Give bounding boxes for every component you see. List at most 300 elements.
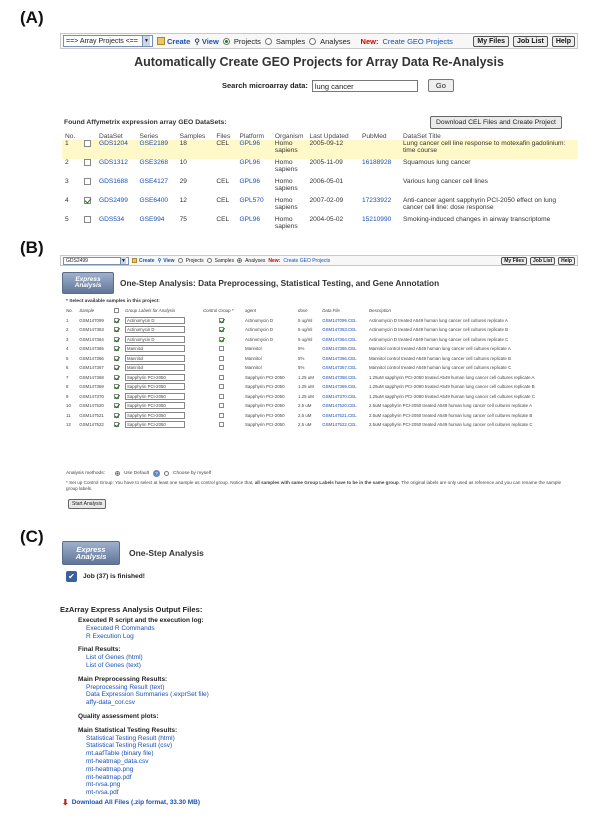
cell-no: [64, 392, 77, 402]
cell-pubmed-text[interactable]: 15210990: [361, 216, 392, 223]
cell-sel: [112, 392, 123, 402]
column-header: Sample: [79, 308, 95, 314]
output-file-link[interactable]: Statistical Testing Result (csv): [86, 742, 173, 750]
cell-no: [64, 344, 77, 354]
cell-no-text: 4: [65, 197, 69, 204]
row-checkbox[interactable]: [84, 159, 91, 166]
column-header: No.: [65, 133, 76, 140]
cell-sel: [112, 344, 123, 354]
cell-agent: [243, 382, 296, 392]
download-cel-button[interactable]: Download CEL Files and Create Project: [430, 116, 562, 129]
cell-pubmed: [359, 140, 400, 159]
cell-ds-text[interactable]: GDS2499: [98, 197, 128, 204]
table-row: [64, 363, 574, 373]
cell-dose-text: 1.25 uM: [298, 393, 314, 399]
sample-checkbox[interactable]: [114, 365, 119, 370]
cell-file-text[interactable]: GSM147366.CEL: [322, 355, 357, 361]
cell-no-text: 7: [66, 374, 69, 380]
group-label-input[interactable]: Actinomycin D: [125, 336, 185, 343]
column-header: Samples: [179, 133, 206, 140]
cell-desc-text: 2.5uM sapphyrin PCI-2050 treated A549 human lung cancer cell cultures replicate C: [368, 422, 533, 428]
cell-dose-text: 5 ug/ml: [298, 327, 313, 333]
download-all-link[interactable]: Download All Files (.zip format, 33.30 MB): [71, 799, 201, 806]
create-icon: [132, 258, 137, 263]
cell-sample: [77, 335, 112, 345]
sample-checkbox[interactable]: [114, 356, 119, 361]
cell-title-text: Anti-cancer agent sapphyrin PCI-2050 effect on lung cancer cell line: dose response: [403, 197, 557, 211]
cell-ctrl: [201, 382, 243, 392]
cell-sample: [77, 325, 112, 335]
express-analysis-logo: [62, 272, 114, 294]
cell-files-text: CEL: [216, 216, 230, 223]
binoculars-icon: ⚲: [157, 257, 162, 264]
cell-file-text[interactable]: GSM147370.CEL: [322, 393, 357, 399]
table-row: [64, 354, 574, 364]
radio-samples-b[interactable]: [207, 258, 212, 263]
table-header: [62, 133, 578, 140]
cell-file-text[interactable]: GSM147365.CEL: [322, 346, 357, 352]
row-checkbox[interactable]: [84, 197, 91, 204]
choose-label: Choose by myself: [173, 471, 212, 476]
cell-agent: [243, 335, 296, 345]
cell-ctrl: [201, 420, 243, 430]
new-label-b: New:: [268, 257, 281, 264]
sample-checkbox[interactable]: [114, 413, 119, 418]
cell-updated-text: 2007-02-09: [309, 197, 344, 204]
projects-label: Projects: [233, 36, 261, 46]
table-row: [62, 216, 578, 235]
panel-label-a: (A): [20, 8, 44, 27]
view-label: View: [201, 36, 219, 46]
title-row-b: [62, 272, 439, 294]
cell-desc: [367, 373, 574, 383]
cell-samples-text: 29: [179, 178, 187, 185]
cell-ds: [96, 216, 137, 235]
view-button-b[interactable]: [158, 258, 175, 264]
cell-desc-text: Mannitol control treated A549 human lung cancer cell cultures replicate C: [368, 365, 512, 371]
table-row: [62, 159, 578, 178]
cell-agent: [243, 325, 296, 335]
page-title-b: One-Step Analysis: Data Preprocessing, Statistical Testing, and Gene Annotation: [120, 278, 440, 288]
cell-file: [320, 344, 367, 354]
control-group-checkbox[interactable]: [219, 422, 224, 427]
cell-ds-text[interactable]: GDS1312: [98, 159, 128, 166]
cell-cb: [81, 216, 96, 235]
cell-no: [64, 325, 77, 335]
cell-ctrl: [201, 392, 243, 402]
help-button-b[interactable]: Help: [558, 257, 575, 265]
cell-series: [137, 216, 177, 235]
group-label-input[interactable]: Mannitol: [125, 355, 185, 362]
cell-agent-text: Actinomycin D: [244, 327, 274, 333]
view-button[interactable]: [194, 37, 218, 46]
output-section-heading: Main Statistical Testing Results:: [78, 726, 178, 734]
cell-no: [62, 197, 81, 216]
cell-updated: [307, 140, 359, 159]
output-section-heading: Executed R script and the execution log:: [78, 617, 204, 624]
cell-title: [400, 216, 578, 235]
cell-ctrl: [201, 373, 243, 383]
cell-sample-text: GSM147099: [79, 317, 104, 323]
cell-no: [64, 411, 77, 421]
cell-ds: [96, 140, 137, 159]
cell-pubmed-text[interactable]: 17233922: [361, 197, 392, 204]
cell-title: [400, 178, 578, 197]
help-icon[interactable]: ?: [153, 470, 160, 477]
cell-dose: [296, 401, 320, 411]
cell-file-text[interactable]: GSM147367.CEL: [322, 365, 357, 371]
cell-updated-text: 2005-11-09: [309, 159, 343, 166]
create-geo-link[interactable]: Create GEO Projects: [382, 36, 453, 46]
cell-org: [272, 197, 307, 216]
cell-ds-text[interactable]: GDS1688: [98, 178, 128, 185]
sample-checkbox[interactable]: [114, 337, 119, 342]
output-file-link[interactable]: mt-rvsa.png: [86, 781, 121, 789]
cell-series: [137, 197, 177, 216]
cell-label: [123, 411, 201, 421]
group-label-input[interactable]: Actinomycin D: [125, 317, 185, 324]
cell-agent-text: Mannitol: [244, 355, 262, 361]
cell-file-text[interactable]: GSM147521.CEL: [322, 412, 357, 418]
table-row: [64, 401, 574, 411]
row-checkbox[interactable]: [84, 178, 91, 185]
cell-samples: [177, 197, 214, 216]
cell-dose-text: 5%: [298, 346, 305, 352]
cell-file-text[interactable]: GSM147368.CEL: [322, 374, 357, 380]
cell-sel: [112, 363, 123, 373]
group-label-input[interactable]: Sapphyrin PCI-2050: [125, 374, 185, 381]
cell-platform-text[interactable]: GPL96: [239, 216, 260, 223]
create-button-b[interactable]: [132, 258, 155, 264]
output-file-link[interactable]: R Execution Log: [86, 632, 134, 640]
create-button[interactable]: [157, 37, 190, 46]
cell-file-text[interactable]: GSM147520.CEL: [322, 403, 357, 409]
cell-series-text[interactable]: GSE994: [139, 216, 165, 223]
search-label: Search microarray data:: [222, 81, 308, 90]
cell-sample-text: GSM147521: [79, 412, 104, 418]
output-file-link[interactable]: mt-heatmap.png: [86, 765, 134, 773]
group-label-input[interactable]: Sapphyrin PCI-2050: [125, 383, 185, 390]
toolbar-b: [60, 255, 578, 266]
cell-ctrl: [201, 316, 243, 326]
cell-sample: [77, 373, 112, 383]
column-header: DataSet: [98, 133, 123, 140]
cell-agent-text: Sapphyrin PCI-2050: [244, 384, 285, 390]
analysis-methods-row: [66, 470, 211, 477]
chevron-down-icon: ▼: [142, 36, 150, 46]
column-header: dose: [298, 308, 308, 314]
cell-dose: [296, 325, 320, 335]
project-select-b[interactable]: [63, 257, 129, 265]
cell-file-text[interactable]: GSM147363.CEL: [322, 327, 357, 333]
cell-no-text: 1: [65, 140, 69, 147]
cell-agent-text: Sapphyrin PCI-2050: [244, 393, 285, 399]
cell-agent-text: Sapphyrin PCI-2050: [244, 403, 285, 409]
cell-platform: [236, 197, 271, 216]
cell-series: [137, 159, 177, 178]
group-label-input[interactable]: Mannitol: [125, 364, 185, 371]
search-input[interactable]: lung cancer: [312, 80, 418, 92]
cell-sel: [112, 382, 123, 392]
radio-projects[interactable]: [223, 38, 230, 45]
row-checkbox[interactable]: [84, 216, 91, 223]
sample-checkbox[interactable]: [114, 384, 119, 389]
cell-desc: [367, 335, 574, 345]
radio-projects-b[interactable]: [178, 258, 183, 263]
cell-file: [320, 363, 367, 373]
column-header: Data File: [322, 308, 340, 314]
job-list-button[interactable]: Job List: [513, 36, 548, 47]
output-file-link[interactable]: Executed R Commands: [86, 624, 155, 632]
radio-choose[interactable]: [164, 471, 169, 476]
cell-sample-text: GSM147364: [79, 336, 104, 342]
output-file-link[interactable]: mt-heatmap_data.csv: [86, 757, 149, 765]
output-file-link[interactable]: Preprocessing Result (text): [86, 683, 165, 691]
cell-updated-text: 2005-09-12: [309, 140, 344, 147]
cell-desc: [367, 354, 574, 364]
cell-sample-text: GSM147367: [79, 365, 104, 371]
column-header: Description: [368, 308, 391, 314]
control-group-checkbox[interactable]: [219, 346, 224, 351]
cell-ds: [96, 197, 137, 216]
group-label-input[interactable]: Actinomycin D: [125, 326, 185, 333]
control-group-checkbox[interactable]: [219, 356, 224, 361]
cell-label: [123, 401, 201, 411]
cell-series-text[interactable]: GSE6400: [139, 197, 169, 204]
group-label-input[interactable]: Sapphyrin PCI-2050: [125, 421, 185, 428]
cell-platform-text[interactable]: GPL570: [239, 197, 264, 204]
control-group-checkbox[interactable]: [219, 394, 224, 399]
control-group-checkbox[interactable]: [219, 403, 224, 408]
cell-ds: [96, 178, 137, 197]
cell-file: [320, 401, 367, 411]
page-title-c: One-Step Analysis: [129, 548, 204, 558]
create-label-b: Create: [139, 257, 155, 264]
radio-analyses-b[interactable]: [237, 258, 242, 263]
table-row: [62, 140, 578, 159]
cell-no-text: 9: [66, 393, 69, 399]
cell-dose-text: 1.25 uM: [298, 374, 314, 380]
table-header: [64, 306, 574, 316]
cell-files: [213, 197, 236, 216]
control-group-checkbox[interactable]: [219, 327, 224, 332]
go-button[interactable]: Go: [428, 79, 454, 92]
my-files-button-b[interactable]: My Files: [501, 257, 527, 265]
column-header: Control Group *: [202, 308, 234, 314]
output-file-link[interactable]: List of Genes (text): [86, 661, 141, 669]
cell-pubmed-text[interactable]: 16188928: [361, 159, 392, 166]
cell-no-text: 5: [66, 355, 69, 361]
cell-agent: [243, 420, 296, 430]
note-bold: all samples with same Group Labels have to be in the same group: [254, 480, 399, 485]
cell-agent-text: Sapphyrin PCI-2050: [244, 374, 285, 380]
cell-samples-text: 10: [179, 159, 187, 166]
cell-desc: [367, 344, 574, 354]
cell-ctrl: [201, 335, 243, 345]
cell-dose: [296, 344, 320, 354]
sample-checkbox[interactable]: [114, 394, 119, 399]
cell-ctrl: [201, 354, 243, 364]
page-title-a: Automatically Create GEO Projects for Array Data Re-Analysis: [134, 55, 504, 69]
create-label: Create: [167, 36, 191, 46]
cell-title: [400, 159, 578, 178]
output-file-link[interactable]: mt-rvsa.pdf: [86, 789, 119, 797]
select-all-checkbox[interactable]: [114, 308, 119, 313]
cell-file-text[interactable]: GSM147099.CEL: [322, 317, 357, 323]
cell-cb: [81, 197, 96, 216]
sample-checkbox[interactable]: [114, 346, 119, 351]
radio-use-default[interactable]: [115, 471, 120, 476]
radio-analyses[interactable]: [309, 38, 316, 45]
cell-desc-text: Actinomycin D treated A549 human lung cancer cell cultures replicate C: [368, 336, 509, 342]
cell-samples: [177, 216, 214, 235]
logo-line-2: Analysis: [74, 282, 102, 289]
cell-desc-text: Actinomycin D treated A549 human lung cancer cell cultures replicate A: [368, 317, 508, 323]
cell-dose-text: 5 ug/ml: [298, 336, 313, 342]
cell-file-text[interactable]: GSM147369.CEL: [322, 384, 357, 390]
group-label-input[interactable]: Sapphyrin PCI-2050: [125, 402, 185, 409]
cell-ds-text[interactable]: GDS534: [98, 216, 125, 223]
cell-series-text[interactable]: GSE2189: [139, 140, 169, 147]
table-row: [64, 392, 574, 402]
logo-line-2: Analysis: [75, 552, 107, 561]
output-file-link[interactable]: affy-data_cor.csv: [86, 699, 136, 707]
cell-ds-text[interactable]: GDS1204: [98, 140, 128, 147]
radio-samples[interactable]: [265, 38, 272, 45]
cell-samples: [177, 178, 214, 197]
sample-checkbox[interactable]: [114, 327, 119, 332]
cell-platform-text[interactable]: GPL96: [239, 140, 260, 147]
cell-sample: [77, 354, 112, 364]
control-group-checkbox[interactable]: [219, 384, 224, 389]
cell-file: [320, 382, 367, 392]
cell-no-text: 10: [66, 403, 71, 409]
cell-title-text: Lung cancer cell line response to motexafin gadolinium: time course: [403, 140, 566, 154]
cell-cb: [81, 140, 96, 159]
cell-file-text[interactable]: GSM147522.CEL: [322, 422, 357, 428]
cell-series-text[interactable]: GSE3268: [139, 159, 169, 166]
cell-desc-text: 2.5uM sapphyrin PCI-2050 treated A549 human lung cancer cell cultures replicate A: [368, 403, 533, 409]
cell-files: [213, 140, 236, 159]
group-label-input[interactable]: Sapphyrin PCI-2050: [125, 393, 185, 400]
control-group-checkbox[interactable]: [219, 365, 224, 370]
cell-platform-text[interactable]: GPL96: [239, 159, 260, 166]
group-label-input[interactable]: Sapphyrin PCI-2050: [125, 412, 185, 419]
cell-series: [137, 140, 177, 159]
cell-sample-text: GSM147365: [79, 346, 104, 352]
cell-samples-text: 75: [179, 216, 187, 223]
job-list-button-b[interactable]: Job List: [530, 257, 555, 265]
control-group-checkbox[interactable]: [219, 413, 224, 418]
output-file-link[interactable]: mt.aafTable (binary file): [86, 750, 154, 758]
cell-ctrl: [201, 325, 243, 335]
cell-updated: [307, 159, 359, 178]
cell-file: [320, 373, 367, 383]
cell-desc-text: 1.25uM sapphyrin PCI-2050 treated A549 human lung cancer cell cultures replicate B: [368, 384, 535, 390]
cell-org: [272, 140, 307, 159]
table-row: [64, 411, 574, 421]
help-button[interactable]: Help: [552, 36, 575, 47]
search-row: [222, 79, 454, 92]
cell-agent: [243, 316, 296, 326]
cell-desc-text: 1.25uM sapphyrin PCI-2050 treated A549 human lung cancer cell cultures replicate C: [368, 393, 535, 399]
control-group-checkbox[interactable]: [219, 318, 224, 323]
download-icon: ⬇: [62, 798, 69, 807]
cell-org: [272, 178, 307, 197]
cell-sample: [77, 363, 112, 373]
cell-dose-text: 2.5 uM: [298, 403, 312, 409]
cell-desc-text: 1.25uM sapphyrin PCI-2050 treated A549 human lung cancer cell cultures replicate A: [368, 374, 535, 380]
column-header: No.: [66, 308, 73, 314]
cell-series-text[interactable]: GSE4127: [139, 178, 169, 185]
panel-label-c: (C): [20, 527, 44, 546]
output-file-link[interactable]: Statistical Testing Result (html): [86, 734, 175, 742]
cell-agent: [243, 392, 296, 402]
cell-no-text: 6: [66, 365, 69, 371]
control-group-note: [66, 480, 574, 492]
my-files-button[interactable]: My Files: [473, 36, 509, 47]
table-row: [64, 335, 574, 345]
output-file-link[interactable]: Data Expression Summaries (.exprSet file): [86, 691, 209, 699]
output-file-link[interactable]: mt-heatmap.pdf: [86, 773, 132, 781]
cell-platform-text[interactable]: GPL96: [239, 178, 260, 185]
methods-label: Analysis methods:: [66, 471, 105, 476]
sample-checkbox[interactable]: [114, 403, 119, 408]
cell-no: [64, 354, 77, 364]
cell-no: [64, 401, 77, 411]
cell-files-text: CEL: [216, 140, 230, 147]
output-file-link[interactable]: List of Genes (html): [86, 654, 143, 662]
cell-org-text: Homo sapiens: [274, 140, 298, 154]
sample-checkbox[interactable]: [114, 375, 119, 380]
cell-dose: [296, 392, 320, 402]
sample-checkbox[interactable]: [114, 318, 119, 323]
cell-pubmed: [359, 197, 400, 216]
project-select[interactable]: [63, 35, 153, 47]
cell-sample-text: GSM147522: [79, 422, 104, 428]
cell-sel: [112, 335, 123, 345]
cell-label: [123, 325, 201, 335]
cell-no-text: 2: [65, 159, 69, 166]
cell-file: [320, 335, 367, 345]
control-group-checkbox[interactable]: [219, 337, 224, 342]
cell-platform: [236, 159, 271, 178]
cell-file-text[interactable]: GSM147364.CEL: [322, 336, 357, 342]
cell-file: [320, 392, 367, 402]
cell-no-text: 11: [66, 412, 71, 418]
output-files-list: [78, 611, 209, 797]
control-group-checkbox[interactable]: [219, 375, 224, 380]
create-geo-link-b[interactable]: Create GEO Projects: [283, 257, 331, 264]
job-status: [66, 571, 145, 582]
cell-dose: [296, 420, 320, 430]
cell-cb: [81, 159, 96, 178]
projects-label-b: Projects: [185, 257, 204, 264]
cell-sample: [77, 316, 112, 326]
start-analysis-button[interactable]: Start Analysis: [68, 499, 106, 509]
cell-agent: [243, 354, 296, 364]
sample-checkbox[interactable]: [114, 422, 119, 427]
cell-no: [62, 216, 81, 235]
group-label-input[interactable]: Mannitol: [125, 345, 185, 352]
cell-dose: [296, 411, 320, 421]
cell-label: [123, 344, 201, 354]
download-all-row: [62, 798, 200, 807]
chevron-down-icon: ▼: [121, 257, 126, 264]
row-checkbox[interactable]: [84, 140, 91, 147]
cell-dose: [296, 373, 320, 383]
samples-label-b: Samples: [214, 257, 235, 264]
